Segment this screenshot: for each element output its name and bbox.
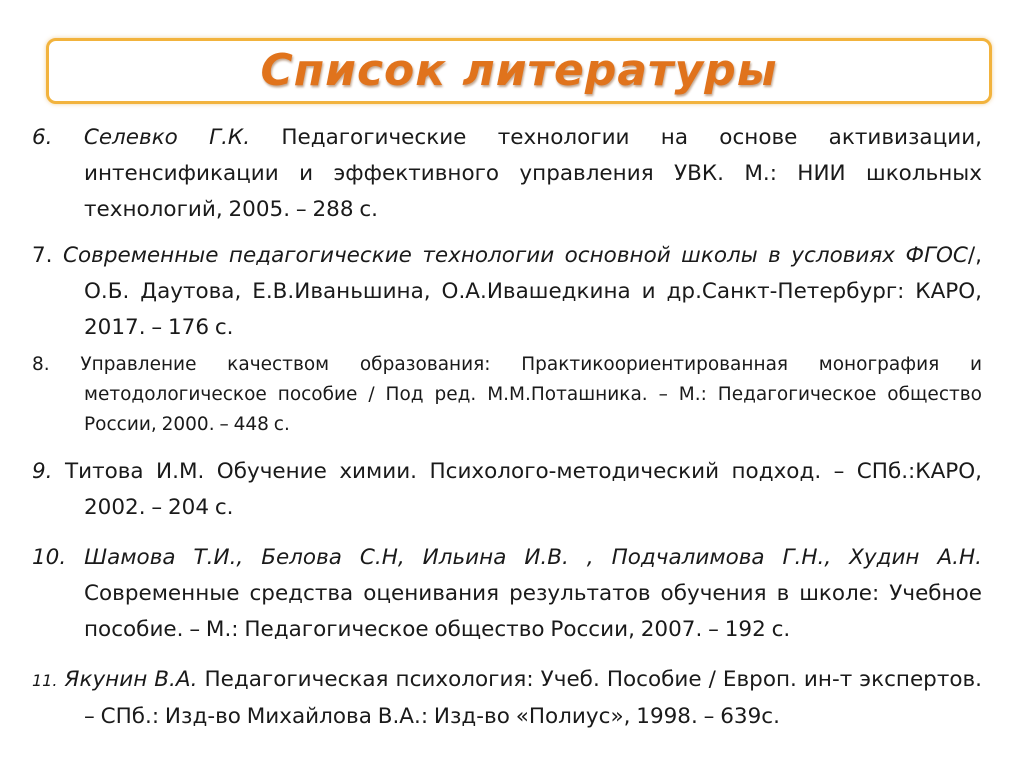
reference-text: Педагогическая психология: Учеб. Пособие / Европ. ин-т экспертов. – СПб.: Изд-во Михайлова В.А.: Изд-во «Полиус», 1998. – 639с. bbox=[84, 667, 982, 729]
reference-item bbox=[32, 120, 982, 228]
reference-number: 11. bbox=[32, 671, 58, 690]
reference-item bbox=[32, 662, 982, 735]
reference-authors: Шамова Т.И., Белова С.Н, Ильина И.В. , Подчалимова Г.Н., Худин А.Н. bbox=[84, 545, 982, 570]
reference-item bbox=[32, 238, 982, 346]
reference-text: Управление качеством образования: Практикоориентированная монография и методологическое пособие / Под ред. М.М.Поташника. – М.: Педагогическое общество России, 2000. – 448 с. bbox=[80, 354, 982, 435]
reference-list bbox=[32, 120, 982, 735]
reference-number: 10. bbox=[32, 545, 67, 570]
reference-number: 8. bbox=[32, 354, 50, 375]
reference-item bbox=[32, 454, 982, 526]
reference-authors: Якунин В.А. bbox=[64, 667, 198, 692]
reference-authors: Современные педагогические технологии основной школы в условиях ФГОС bbox=[62, 243, 968, 268]
page-title: Список литературы bbox=[260, 45, 778, 96]
reference-text: Титова И.М. Обучение химии. Психолого-методический подход. – СПб.:КАРО, 2002. – 204 с. bbox=[64, 459, 982, 520]
title-frame bbox=[46, 38, 992, 104]
reference-text: /, О.Б. Даутова, Е.В.Иваньшина, О.А.Ивашедкина и др.Санкт-Петербург: КАРО, 2017. – 176 с. bbox=[84, 243, 982, 340]
reference-item bbox=[32, 540, 982, 648]
reference-text: Современные средства оценивания результатов обучения в школе: Учебное пособие. – М.: Педагогическое общество России, 2007. – 192 с. bbox=[84, 581, 982, 642]
reference-number: 6. bbox=[32, 125, 53, 150]
reference-text: Педагогические технологии на основе активизации, интенсификации и эффективного управления УВК. М.: НИИ школьных технологий, 2005. – 288 с. bbox=[84, 125, 983, 222]
reference-authors: Селевко Г.К. bbox=[83, 125, 251, 150]
reference-number: 9. bbox=[32, 459, 53, 484]
reference-number: 7. bbox=[32, 243, 53, 268]
reference-item bbox=[32, 350, 982, 440]
